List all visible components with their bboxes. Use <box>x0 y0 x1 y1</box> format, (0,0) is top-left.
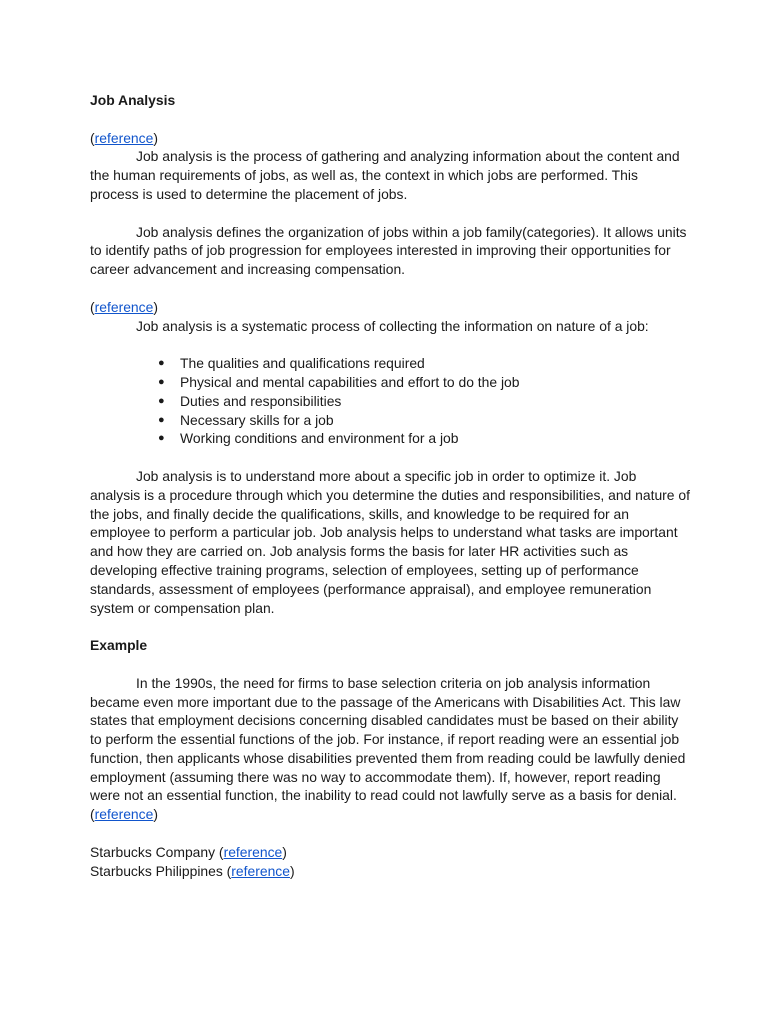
spacer <box>90 617 690 636</box>
document-title: Job Analysis <box>90 92 176 108</box>
bullet-icon: ● <box>158 357 165 370</box>
reference-link-2[interactable]: reference <box>94 298 154 315</box>
spacer <box>90 110 690 129</box>
reference-link-3[interactable]: reference <box>94 806 154 823</box>
reference-link-1[interactable]: reference <box>94 129 154 146</box>
bullet-list <box>90 354 690 448</box>
paragraph-systematic-intro: Job analysis is a systematic process of collecting the information on nature of a job: <box>136 317 649 334</box>
reference-line-1: (reference) <box>90 129 158 146</box>
paragraph-definition: Job analysis is the process of gathering and analyzing information about the content and the human requirements of jobs, as well as, the context in which jobs are performed. This process is used to determine the placement of jobs. <box>90 148 680 202</box>
reference-link-starbucks-company[interactable]: reference <box>223 843 283 860</box>
bullet-icon: ● <box>158 432 165 445</box>
list-item: ● Working conditions and environment for a job <box>158 430 459 447</box>
example-heading: Example <box>90 637 148 654</box>
paragraph-organization: Job analysis defines the organization of jobs within a job family(categories). It allows units to identify paths of job progression for employees interested in improving their opportunities for career advancement and increasing compensation. <box>90 223 687 278</box>
bullet-icon: ● <box>158 394 165 407</box>
spacer <box>90 824 690 843</box>
spacer <box>90 204 690 223</box>
starbucks-company-line: Starbucks Company (reference) <box>90 843 287 860</box>
spacer <box>90 335 690 354</box>
reference-link-starbucks-philippines[interactable]: reference <box>231 862 290 879</box>
paragraph-example: In the 1990s, the need for firms to base selection criteria on job analysis information became even more important due to the passage of the Americans with Disabilities Act. This law states that employment decisions concerning disabled candidates must be based on their ability to perform the essential functions of the job. For instance, if report reading were an essential job function, then applicants whose disabilities prevented them from reading could be lawfully denied employment (assuming there was no way to accommodate them). If, however, report reading were not an essential function, the inability to read could not lawfully serve as a basis for denial. (reference) <box>90 674 686 823</box>
document-body <box>90 91 690 880</box>
list-item: ● Physical and mental capabilities and effort to do the job <box>158 373 520 390</box>
bullet-icon: ● <box>158 375 165 388</box>
paragraph-purpose: Job analysis is to understand more about a specific job in order to optimize it. Job analysis is a procedure through which you determine the duties and responsibilities, and nature of the jobs, and finally decide the qualifications, skills, and knowledge to be required for an employee to perform a particular job. Job analysis helps to understand what tasks are important and how they are carried on. Job analysis forms the basis for later HR activities such as developing effective training programs, selection of employees, setting up of performance standards, assessment of employees (performance appraisal), and employee remuneration system or compensation plan. <box>90 467 690 616</box>
list-item: ● The qualities and qualifications required <box>158 355 425 372</box>
spacer <box>90 279 690 298</box>
spacer <box>90 655 690 674</box>
bullet-icon: ● <box>158 413 165 426</box>
starbucks-philippines-line: Starbucks Philippines (reference) <box>90 862 295 879</box>
list-item: ● Necessary skills for a job <box>158 411 334 428</box>
spacer <box>90 448 690 467</box>
list-item: ● Duties and responsibilities <box>158 392 342 409</box>
reference-line-2: (reference) <box>90 298 158 315</box>
